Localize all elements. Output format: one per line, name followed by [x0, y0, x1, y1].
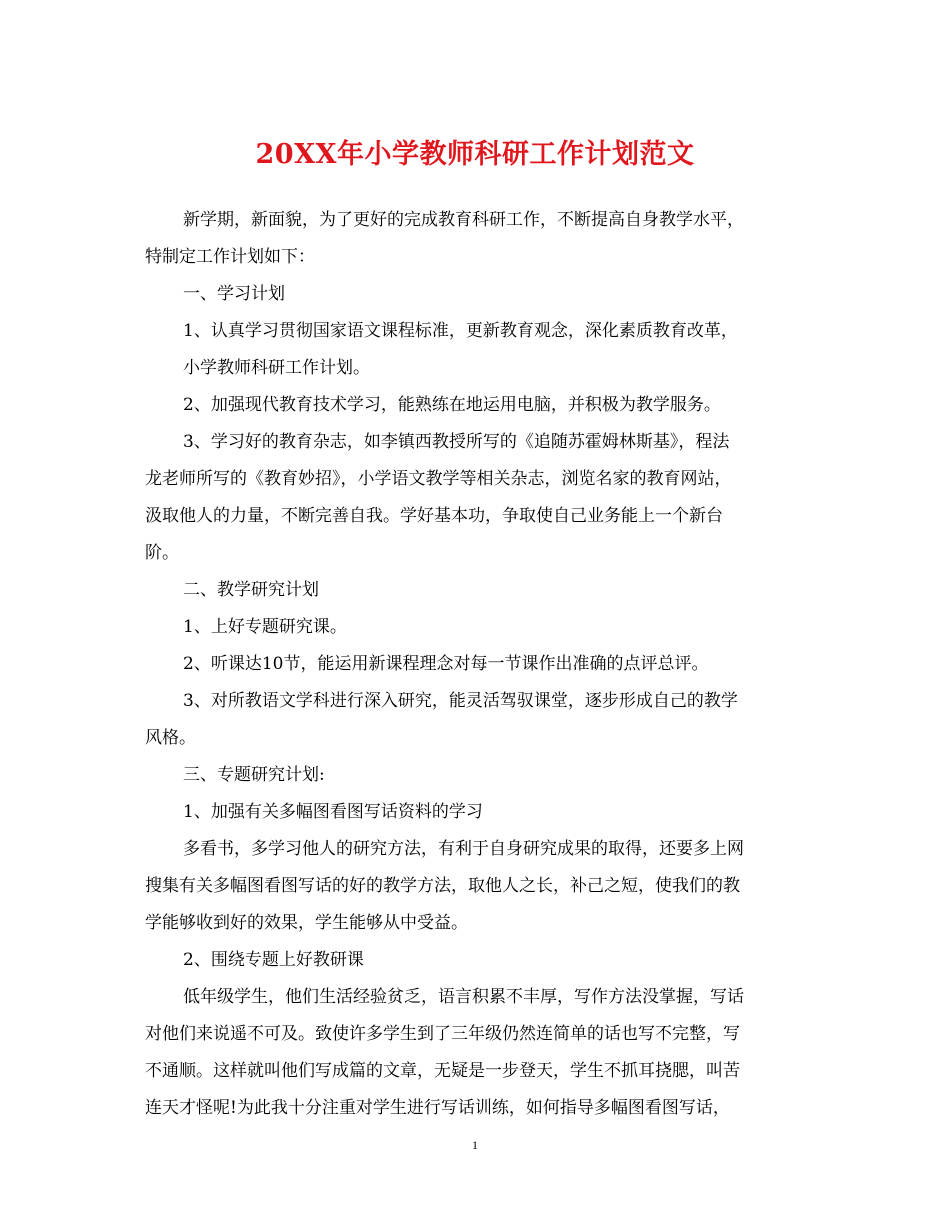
text-line: 连天才怪呢!为此我十分注重对学生进行写话训练，如何指导多幅图看图写话，: [145, 1098, 730, 1118]
text-line: 不通顺。这样就叫他们写成篇的文章，无疑是一步登天，学生不抓耳挠腮，叫苦: [145, 1061, 740, 1081]
text-line: 风格。: [145, 728, 196, 748]
text-line: 搜集有关多幅图看图写话的好的教学方法，取他人之长，补己之短，使我们的教: [145, 876, 740, 896]
text-line: 3、学习好的教育杂志，如李镇西教授所写的《追随苏霍姆林斯基》，程法: [183, 432, 730, 452]
text-line: 特制定工作计划如下：: [145, 247, 315, 267]
section-heading: 一、学习计划: [183, 284, 285, 304]
section-heading: 三、专题研究计划:: [183, 765, 325, 785]
text-line: 龙老师所写的《教育妙招》，小学语文教学等相关杂志，浏览名家的教育网站，: [145, 469, 732, 489]
text-line: 多看书，多学习他人的研究方法，有利于自身研究成果的取得，还要多上网: [183, 839, 744, 859]
text-line: 3、对所教语文学科进行深入研究，能灵活驾驭课堂，逐步形成自己的教学: [183, 691, 738, 711]
text-line: 学能够收到好的效果，学生能够从中受益。: [145, 913, 468, 933]
document-title: 20XX年小学教师科研工作计划范文: [255, 139, 695, 170]
page-number: 1: [472, 1138, 478, 1152]
text-line: 1、上好专题研究课。: [183, 617, 347, 637]
text-line: 小学教师科研工作计划。: [183, 358, 370, 378]
text-line: 汲取他人的力量，不断完善自我。学好基本功，争取使自己业务能上一个新台: [145, 506, 723, 526]
text-line: 对他们来说遥不可及。致使许多学生到了三年级仍然连简单的话也写不完整，写: [145, 1024, 740, 1044]
text-line: 2、听课达10节，能运用新课程理念对每一节课作出准确的点评总评。: [183, 654, 709, 674]
text-line: 低年级学生，他们生活经验贫乏，语言积累不丰厚，写作方法没掌握，写话: [183, 987, 744, 1007]
section-heading: 二、教学研究计划: [183, 580, 319, 600]
text-line: 新学期，新面貌，为了更好的完成教育科研工作，不断提高自身教学水平，: [183, 210, 744, 230]
text-line: 1、认真学习贯彻国家语文课程标准，更新教育观念，深化素质教育改革，: [183, 321, 738, 341]
text-line: 2、围绕专题上好教研课: [183, 950, 364, 970]
text-line: 2、加强现代教育技术学习，能熟练在地运用电脑，并积极为教学服务。: [183, 395, 721, 415]
text-line: 1、加强有关多幅图看图写话资料的学习: [183, 802, 483, 822]
text-line: 阶。: [145, 543, 179, 563]
